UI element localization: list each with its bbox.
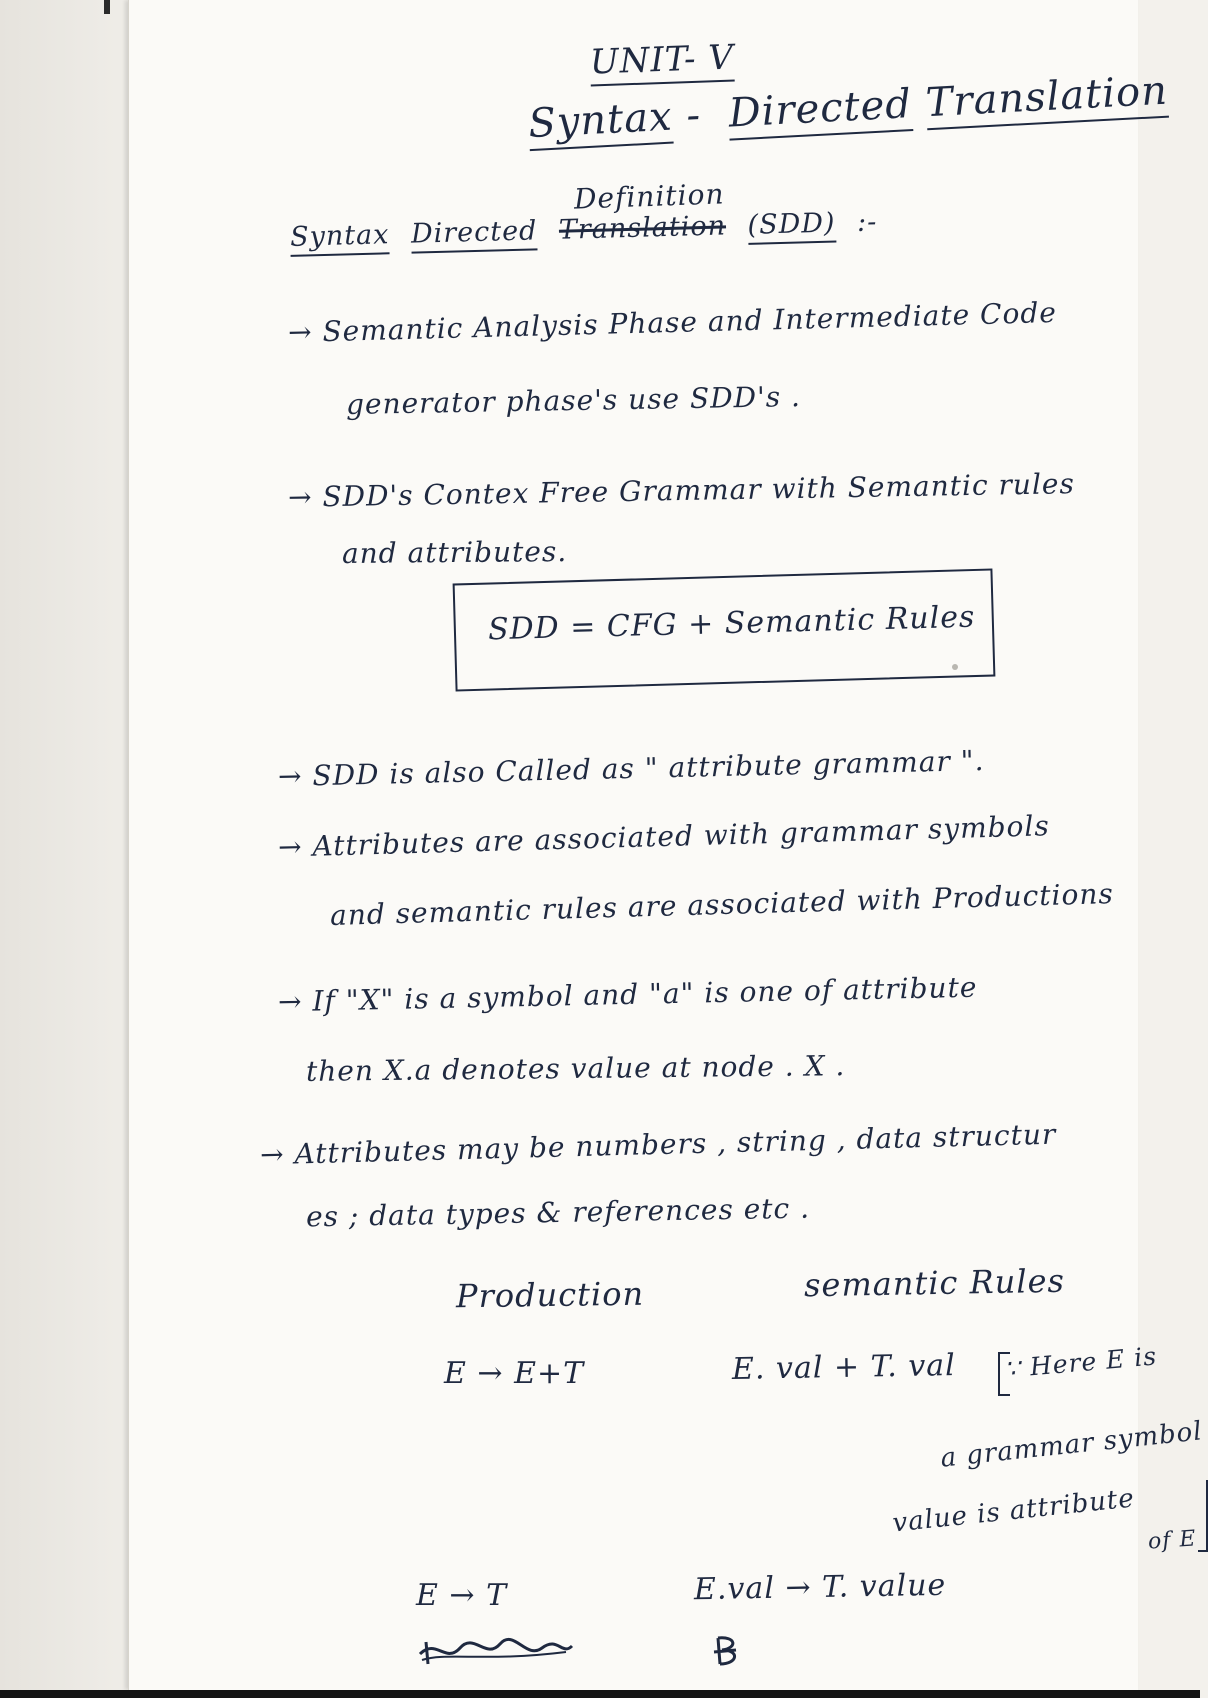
formula-text: SDD = CFG + Semantic Rules — [487, 599, 976, 648]
heading-abbr: (SDD) — [747, 208, 836, 245]
bullet-line: → Semantic Analysis Phase and Intermediate Code — [287, 295, 1058, 350]
note-line: of E — [1147, 1526, 1198, 1555]
unit-title: UNIT- V — [589, 38, 734, 87]
scan-bottom-edge — [0, 1690, 1200, 1698]
page-gutter — [0, 0, 128, 1698]
bullet-line: generator phase's use SDD's . — [345, 380, 802, 421]
bullet-line: → Attributes may be numbers , string , data structur — [259, 1117, 1057, 1172]
topic-word-translation: Translation — [925, 68, 1170, 131]
bullet-line: then X.a denotes value at node . X . — [305, 1049, 846, 1088]
semantic-rules-header: semantic Rules — [803, 1261, 1066, 1305]
bullet-line: es ; data types & references etc . — [305, 1191, 811, 1234]
bullet-line: and attributes. — [341, 535, 568, 570]
topic-word-syntax: Syntax — [527, 94, 674, 151]
note-line: ∵ Here E is — [1003, 1341, 1159, 1384]
pencil-mark — [952, 664, 958, 670]
heading-correction: Definition — [573, 177, 725, 216]
bullet-line: → SDD's Contex Free Grammar with Semantic rules — [287, 467, 1076, 514]
semantic-rule-cell: E.val → T. value — [693, 1567, 947, 1608]
heading-word-syntax: Syntax — [290, 219, 390, 257]
crossed-out-scribble — [708, 1630, 748, 1670]
page-edge — [128, 0, 129, 1690]
production-header: Production — [455, 1274, 645, 1316]
heading-word-directed: Directed — [411, 215, 538, 253]
note-line: a grammar symbol — [939, 1416, 1204, 1474]
note-line: value is attribute — [891, 1483, 1137, 1539]
bullet-line: → Attributes are associated with grammar symbols — [277, 809, 1051, 864]
binding-mark — [104, 0, 110, 14]
section-heading — [290, 206, 890, 253]
heading-struck-word: Translation — [558, 210, 727, 246]
notebook-page — [128, 0, 1204, 1690]
topic-word-directed: Directed — [727, 81, 913, 141]
heading-suffix: :- — [856, 206, 878, 238]
topic-dash: - — [685, 92, 703, 139]
bullet-line: → If "X" is a symbol and "a" is one of attribute — [277, 970, 978, 1019]
crossed-out-scribble — [416, 1630, 576, 1670]
bullet-line: → SDD is also Called as " attribute grammar ". — [277, 743, 985, 794]
production-cell: E → E+T — [444, 1356, 585, 1391]
bullet-line: and semantic rules are associated with Productions — [329, 877, 1115, 932]
production-cell: E → T — [416, 1578, 508, 1613]
semantic-rule-cell: E. val + T. val — [731, 1348, 957, 1387]
note-close-bracket — [1198, 1480, 1208, 1552]
